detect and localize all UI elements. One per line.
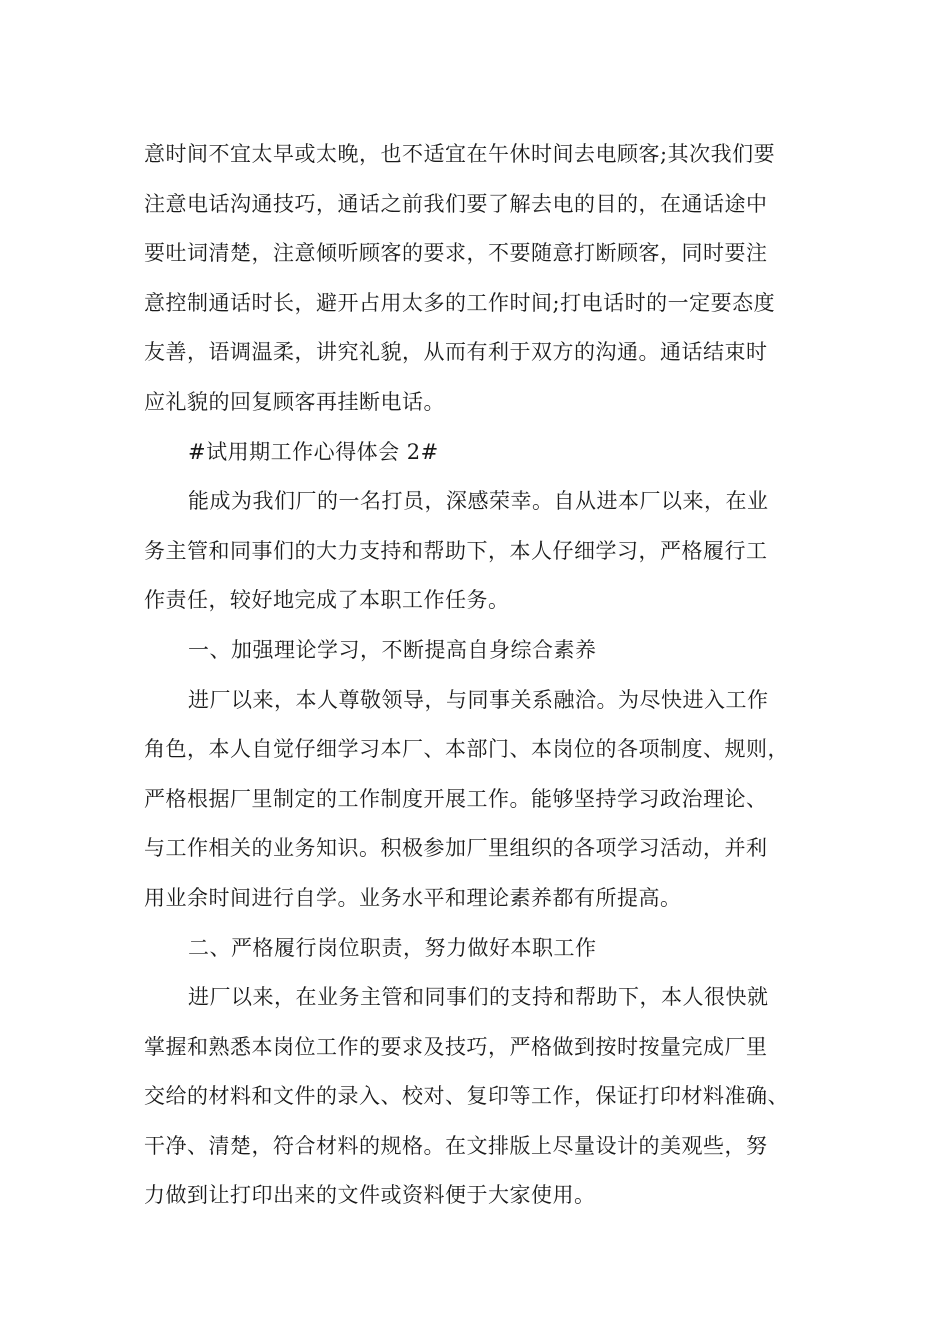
text-line: 友善，语调温柔，讲究礼貌，从而有利于双方的沟通。通话结束时 xyxy=(144,340,768,365)
section-heading: 二、严格履行岗位职责，努力做好本职工作 xyxy=(188,935,597,960)
text-line: 力做到让打印出来的文件或资料便于大家使用。 xyxy=(144,1183,596,1208)
document-body xyxy=(144,130,834,1221)
text-line: 与工作相关的业务知识。积极参加厂里组织的各项学习活动，并利 xyxy=(144,836,768,861)
text-line: 要吐词清楚，注意倾听顾客的要求，不要随意打断顾客，同时要注 xyxy=(144,241,768,266)
text-line: 掌握和熟悉本岗位工作的要求及技巧，严格做到按时按量完成厂里 xyxy=(144,1034,768,1059)
text-line: 务主管和同事们的大力支持和帮助下，本人仔细学习，严格履行工 xyxy=(144,538,768,563)
text-line: 应礼貌的回复顾客再挂断电话。 xyxy=(144,389,445,414)
text-line: 严格根据厂里制定的工作制度开展工作。能够坚持学习政治理论、 xyxy=(144,786,768,811)
text-line: 干净、清楚，符合材料的规格。在文排版上尽量设计的美观些，努 xyxy=(144,1133,768,1158)
section-heading: #试用期工作心得体会 2# xyxy=(188,439,439,464)
text-line: 用业余时间进行自学。业务水平和理论素养都有所提高。 xyxy=(144,885,682,910)
text-line: 进厂以来，在业务主管和同事们的支持和帮助下，本人很快就 xyxy=(188,985,769,1010)
text-line: 意时间不宜太早或太晚，也不适宜在午休时间去电顾客;其次我们要 xyxy=(144,142,776,166)
text-line: 进厂以来，本人尊敬领导，与同事关系融洽。为尽快进入工作 xyxy=(188,687,769,712)
section-heading: 一、加强理论学习，不断提高自身综合素养 xyxy=(188,637,597,662)
text-line: 交给的材料和文件的录入、校对、复印等工作，保证打印材料准确、 xyxy=(144,1084,789,1109)
text-line: 能成为我们厂的一名打员，深感荣幸。自从进本厂以来，在业 xyxy=(188,489,769,514)
text-line: 角色，本人自觉仔细学习本厂、本部门、本岗位的各项制度、规则， xyxy=(144,737,789,762)
text-line: 作责任，较好地完成了本职工作任务。 xyxy=(144,588,510,613)
text-line: 意控制通话时长，避开占用太多的工作时间;打电话时的一定要态度 xyxy=(144,290,776,315)
text-line: 注意电话沟通技巧，通话之前我们要了解去电的目的，在通话途中 xyxy=(144,191,768,216)
